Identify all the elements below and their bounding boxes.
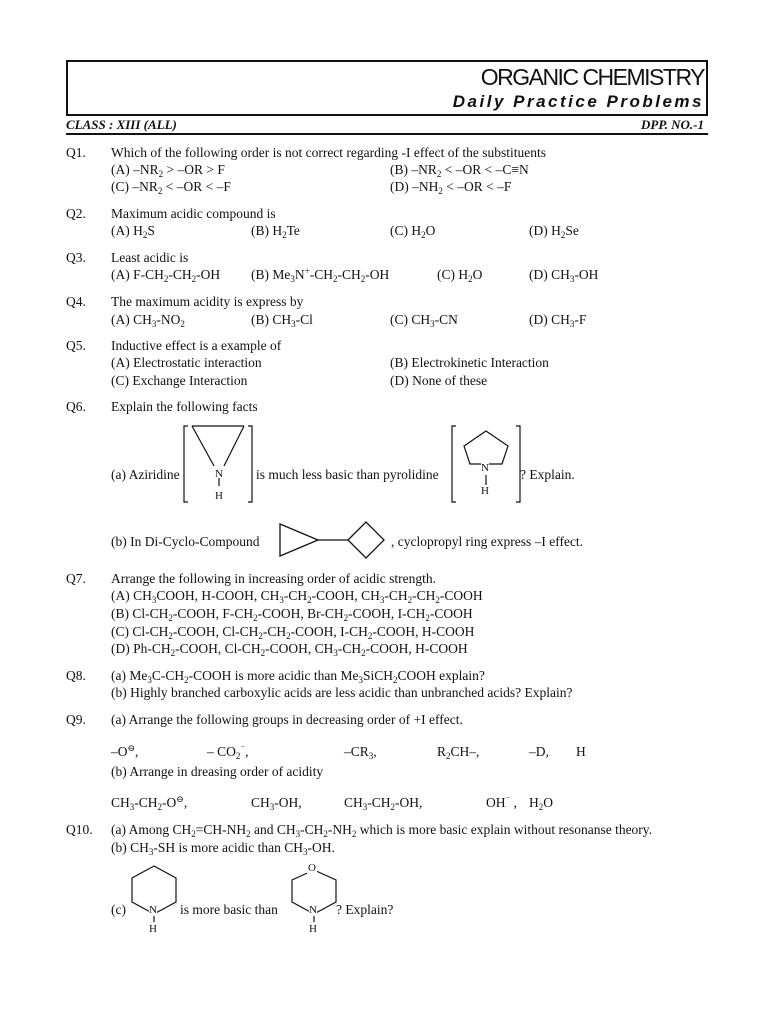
q3-option-b: (B) $Me_3N^+-CH_2-CH_2-OH$ (251, 266, 390, 284)
q8-number: Q8. (66, 668, 86, 683)
q3-number: Q3. (66, 250, 86, 265)
q6a-label: (a) Aziridine (111, 467, 180, 482)
q9-part-a: (a) Arrange the following groups in decreasing order of +I effect. (111, 712, 463, 727)
q5-option-d: (D) None of these (390, 373, 488, 388)
q7-option-c: (C) $Cl-CH_2$-COOH, $Cl-CH_2-CH_2$-COOH, $I-CH_2$-COOH, H-COOH (111, 624, 475, 641)
q10c-end-text: ? Explain? (336, 902, 394, 917)
q8-part-b: (b) Highly branched carboxylic acids are less acidic than unbranched acids? Explain? (111, 685, 573, 700)
document-title: ORGANIC CHEMISTRY (480, 64, 704, 90)
morpholine-o-label: O (308, 862, 316, 874)
q2-number: Q2. (66, 206, 86, 221)
q1-option-b: (B) $-NR_2 < -OR < -C\equiv N$ (390, 162, 529, 179)
q9-group-r2ch: $R_2CH-$, (437, 744, 480, 761)
q3-text: Least acidic is (111, 250, 189, 265)
q5-option-a: (A) Electrostatic interaction (111, 355, 262, 370)
q7-option-b: (B) $Cl-CH_2$-COOH, $F-CH_2$-COOH, $Br-CH_2$-COOH, $I-CH_2$-COOH (111, 606, 473, 623)
q9-group-d: –D, (529, 744, 549, 759)
class-label: CLASS : XIII (ALL) (66, 117, 177, 132)
q5-text: Inductive effect is a example of (111, 338, 282, 353)
q7-option-a: (A) $CH_3COOH$, H-COOH, $CH_3-CH_2$-COOH, $CH_3-CH_2-CH_2$-COOH (111, 588, 483, 605)
q6b-end-text: , cyclopropyl ring express –I effect. (391, 534, 584, 549)
pyrrolidine-nh-bond (484, 474, 488, 486)
q6a-middle-text: is much less basic than pyrolidine (256, 467, 439, 482)
q6-text: Explain the following facts (111, 399, 258, 414)
q4-text: The maximum acidity is express by (111, 294, 304, 309)
q3-option-c: (C) $H_2O$ (437, 267, 483, 284)
q2-option-a: (A) $H_2S$ (111, 223, 155, 240)
q6-number: Q6. (66, 399, 86, 414)
q5-number: Q5. (66, 338, 86, 353)
q5-option-b: (B) Electrokinetic Interaction (390, 355, 549, 370)
q4-option-c: (C) $CH_3-CN$ (390, 312, 458, 329)
q10-part-a: (a) Among $CH_2=CH-NH_2$ and $CH_3-CH_2-NH_2$ which is more basic explain without resonanse theory. (111, 822, 653, 839)
q3-option-a: (A) $F-CH_2-CH_2-OH$ (111, 267, 221, 284)
piperidine-h-label: H (149, 923, 157, 935)
pyrrolidine-n-label: N (481, 462, 489, 474)
q10-number: Q10. (66, 822, 93, 837)
q1-option-c: (C) $-NR_2 < -OR < -F$ (111, 179, 231, 196)
aziridine-n-label: N (215, 468, 223, 480)
q4-option-a: (A) $CH_3-NO_2$ (111, 312, 185, 329)
q10c-middle-text: is more basic than (180, 902, 278, 917)
q6a-end-text: ? Explain. (520, 467, 575, 482)
dicyclo-compound-structure (278, 518, 388, 564)
q9-group-o-minus: –O⊖, (111, 743, 139, 759)
class-row (66, 116, 708, 134)
aziridine-h-label: H (215, 490, 223, 502)
q7-text: Arrange the following in increasing order of acidic strength. (111, 571, 437, 586)
q1-option-a: (A) $-NR_2 > -OR > F$ (111, 162, 225, 179)
q9-acid-hydroxide: OH⁻ , (486, 794, 518, 810)
q2-option-c: (C) $H_2O$ (390, 223, 436, 240)
q4-number: Q4. (66, 294, 86, 309)
class-divider (66, 133, 708, 135)
q10-part-b: (b) $CH_3-SH$ is more acidic than $CH_3-OH$. (111, 840, 335, 857)
morpholine-h-label: H (309, 923, 317, 935)
q9-group-cr3: $-CR_3$, (344, 744, 377, 761)
header-box (66, 60, 708, 116)
q9-acid-ethoxide: $CH_3-CH_2-O^⊖$, (111, 794, 188, 812)
q2-option-b: (B) $H_2Te$ (251, 223, 300, 240)
q4-option-d: (D) $CH_3-F$ (529, 312, 587, 329)
document-subtitle: Daily Practice Problems (452, 92, 704, 111)
q10c-label: (c) (111, 902, 126, 917)
q9-group-co2-minus: – $CO_2^{^-}$, (207, 743, 249, 761)
q2-text: Maximum acidic compound is (111, 206, 276, 221)
q1-text: Which of the following order is not correct regarding -I effect of the substituents (111, 145, 546, 160)
dpp-number: DPP. NO.-1 (641, 117, 704, 132)
q1-number: Q1. (66, 145, 86, 160)
q9-acid-methanol: $CH_3-OH$, (251, 795, 302, 812)
q9-part-b: (b) Arrange in dreasing order of acidity (111, 764, 324, 779)
q9-acid-water: $H_2O$ (529, 795, 553, 812)
morpholine-n-label: N (309, 904, 317, 916)
q6b-label: (b) In Di-Cyclo-Compound (111, 534, 260, 549)
q7-number: Q7. (66, 571, 86, 586)
q8-part-a: (a) $Me_3C-CH_2$-COOH is more acidic than $Me_3SiCH_2COOH$ explain? (111, 668, 485, 685)
q9-group-h: H (576, 744, 586, 759)
piperidine-n-label: N (149, 904, 157, 916)
q1-option-d: (D) $-NH_2 < -OR < -F$ (390, 179, 512, 196)
q4-option-b: (B) $CH_3-Cl$ (251, 312, 313, 329)
q2-option-d: (D) $H_2Se$ (529, 223, 579, 240)
q9-number: Q9. (66, 712, 86, 727)
q9-acid-ethanol: $CH_3-CH_2-OH$, (344, 795, 423, 812)
q5-option-c: (C) Exchange Interaction (111, 373, 248, 388)
q7-option-d: (D) $Ph-CH_2$-COOH, $Cl-CH_2$-COOH, $CH_3-CH_2$-COOH, H-COOH (111, 641, 468, 658)
pyrrolidine-h-label: H (481, 485, 489, 497)
q3-option-d: (D) $CH_3-OH$ (529, 267, 599, 284)
